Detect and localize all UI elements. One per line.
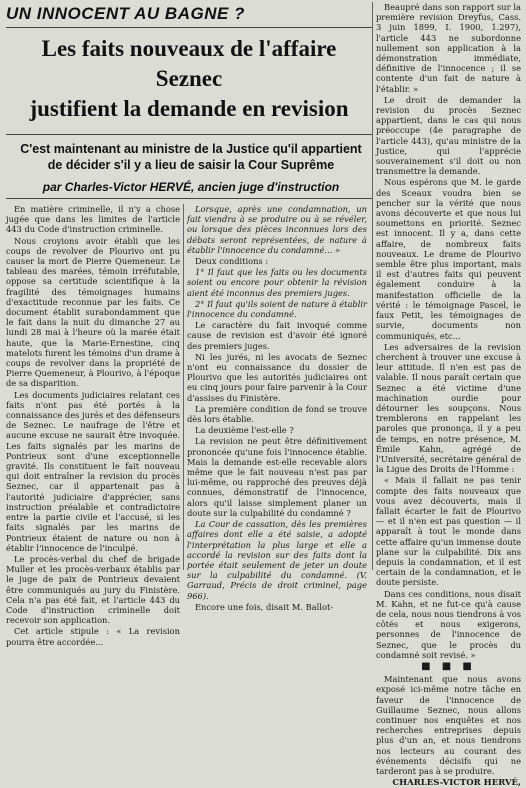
column-divider-1 bbox=[183, 204, 184, 570]
paragraph: La Cour de cassation, dès les premières affaires dont elle a été saisie, a adopté l'interprétation la plus large et elle a accordé la revision sur des faits dont la portée était seulement de jeter un doute sur la culpabilité du condamné. (V. Garraud, Précis de droit criminel, page 966). bbox=[187, 519, 367, 601]
paragraph: En matière criminelle, il n'y a chose jugée que dans les limites de l'article 443 du Code d'instruction criminelle. bbox=[6, 204, 180, 235]
article-column-3 bbox=[376, 2, 521, 788]
paragraph: Les documents judiciaires relatant ces faits n'ont pas été portés à la connaissance des jurés et des défenseurs de Seznec. Le naufrage de l'être et aucune excuse ne saurait être invoquée. Les faits signalés par les marins de Pontrieux sont d'une exceptionnelle gravité. Ils constituent le fait nouveau qui doit entraîner la revision du procès Seznec, car il appartenait pas à l'autorité judiciaire d'apprécier, sans instruction préalable et contradictoire entre la partie civile et l'accusé, si les faits signalés par les marins de Pontrieux étaient de nature ou non à établir l'innocence de l'inculpé. bbox=[6, 389, 181, 553]
paragraph: 2° Il faut qu'ils soient de nature à établir l'innocence du condamné. bbox=[187, 298, 367, 320]
paragraph: Ni les jurés, ni les avocats de Seznec n'ont eu connaissance du dossier de Plourivo que les autorités judiciaires ont eu cinq jours pour faire parvenir à la Cour d'assises du Finistère. bbox=[187, 351, 367, 403]
headline-rule bbox=[6, 134, 372, 135]
subhead-line-1: C'est maintenant au ministre de la Justice qu'il appartient bbox=[20, 142, 362, 156]
paragraph: La revision ne peut être définitivement prononcée qu'une fois l'innocence établie. Mais la demande est-elle recevable alors même que le fait nouveau n'est pas par lui-même, ou rapproché des preuves déjà connues, démonstratif de l'innocence, alors qu'il laisse simplement planer un doute sur la culpabilité du condamné ? bbox=[187, 436, 367, 518]
paragraph: « Mais il fallait ne pas tenir compte des faits nouveaux que vous avez découverts, mais il fallait écarter le fait de Plourivo — et il n'en est pas question — il apparaît à tout le monde dans cette affaire qu'un immense doute plane sur la culpabilité. Dix ans depuis la condamnation, et il est certain de la condamnation, et le doute persiste. bbox=[376, 475, 521, 588]
kicker: UN INNOCENT AU BAGNE ? bbox=[6, 4, 245, 23]
paragraph: La deuxième l'est-elle ? bbox=[195, 425, 294, 436]
byline: par Charles-Victor HERVÉ, ancien juge d'instruction bbox=[42, 180, 340, 194]
paragraph: Maintenant que nous avons exposé ici-même notre tâche en faveur de l'innocence de Guillaume Seznec, nous allons continuer nos enquêtes et nos recherches entreprises depuis plus d'un an, et nous tiendrons nos lecteurs au courant des événements décisifs qui ne tarderont pas à se produire. bbox=[376, 674, 521, 777]
paragraph: 1° Il faut que les faits ou les documents soient ou encore pour obtenir la révision aient été inconnus des premiers juges. bbox=[187, 267, 367, 298]
paragraph: Encore une fois, disait M. Ballot- bbox=[195, 601, 334, 612]
byline-rule bbox=[6, 198, 372, 199]
paragraph: Nous croyions avoir établi que les coups de revolver de Plourivo ont pu causer la mort de Pierre Quemeneur. Le tableau des marées, témoin irréfutable, oppose sa certitude scientifique à la fragilité des témoignages humains d'exactitude reconnue par les faits. Ce document établit surabondamment que le fait dans la nuit du dimanche 27 au lundi 28 mai à l'heure où la marée était haute, que la Marie-Ernestine, cinq matelots furent les témoins d'un drame à coups de revolver dans la propriété de Pierre Quemeneur, à Plourivo, à l'époque de sa disparition. bbox=[6, 235, 180, 389]
article-column-1 bbox=[6, 204, 180, 648]
subhead-line-2: de décider s'il y a lieu de saisir la Cour Suprême bbox=[47, 158, 335, 172]
article-column-2 bbox=[187, 204, 367, 613]
paragraph: La première condition de fond se trouve dès lors établie. bbox=[187, 403, 367, 425]
paragraph: Le caractère du fait invoqué comme cause de revision est d'avoir été ignoré des premiers juges. bbox=[187, 320, 367, 351]
paragraph: Lorsque, après une condamnation, un fait viendra à se produire ou à se révéler, ou lorsque des pièces inconnues lors des débats seront représentées, de nature à établir l'innocence du condamné... » bbox=[187, 204, 367, 255]
paragraph: Deux conditions : bbox=[195, 256, 269, 267]
paragraph: Le procès-verbal du chef de brigade Muller et les procès-verbaux établis par le juge de paix de Pontrieux devaient être communiqués au jury du Finistère. Cela n'a pas été fait, et l'article 443 du Code d'instruction criminelle doit recevoir son application. bbox=[6, 553, 180, 626]
section-separator: ■ ■ ■ bbox=[421, 661, 476, 672]
column-divider-2 bbox=[372, 2, 373, 570]
author-signature: CHARLES-VICTOR HERVÉ, bbox=[392, 778, 521, 788]
subheadline bbox=[6, 141, 376, 173]
headline-line-2: justifient la demande en revision bbox=[29, 96, 349, 121]
kicker-rule bbox=[6, 27, 372, 28]
paragraph: Dans ces conditions, nous disait M. Kahn, et ne fut-ce qu'à cause de cela, nous nous tiendrons à vos côtés et nous exigerons, personnes de l'innocence de Seznec, que le procès du condamné soit revisé. » bbox=[376, 588, 521, 660]
paragraph: Nous espérons que M. le garde des Sceaux voudra bien se pencher sur la vérité que nous avons découverte et que nous lui soumettons en priorité. Seznec est innocent. Il y a, dans cette affaire, de nombreux faits nouveaux. Le drame de Plourivo semble être plus important, mais il est d'autres faits qui peuvent également conduire à la manifestation officielle de la vérité : le témoignage Pascel, le faux Petit, les témoignages de survie, documents non communiqués, etc... bbox=[376, 177, 521, 341]
paragraph: Le droit de demander la revision du procès Seznec appartient, dans le cas qui nous préoccupe (4e paragraphe de l'article 443), qu'au ministre de la Justice, qui l'apprécie souverainement s'il doit ou non transmettre la demande. bbox=[376, 94, 521, 177]
paragraph: Les adversaires de la revision cherchent à trouver une excuse à leur attitude. Il n'en est pas de valable. Il nous paraît certain que Seznec a été victime d'une machination ourdie pour détourner les soupçons. Nous tremblerons en rappelant les paroles que prononça, il y a peu de temps, en notre présence, M. Émile Kahn, agrégé de l'Université, secrétaire général de la Ligue des Droits de l'Homme : bbox=[376, 341, 521, 475]
headline-line-1: Les faits nouveaux de l'affaire Seznec bbox=[41, 36, 337, 91]
headline bbox=[6, 34, 372, 124]
paragraph: Cet article stipule : « La revision pourra être accordée... bbox=[6, 626, 180, 647]
paragraph: Beaupré dans son rapport sur la première revision Dreyfus, Cass. 3 juin 1899, I. 1900, 1.297), l'article 443 ne subordonne nullement son application à la démonstration immédiate, définitive de l'innocence ; il se contente d'un fait de nature à l'établir. » bbox=[376, 2, 521, 94]
